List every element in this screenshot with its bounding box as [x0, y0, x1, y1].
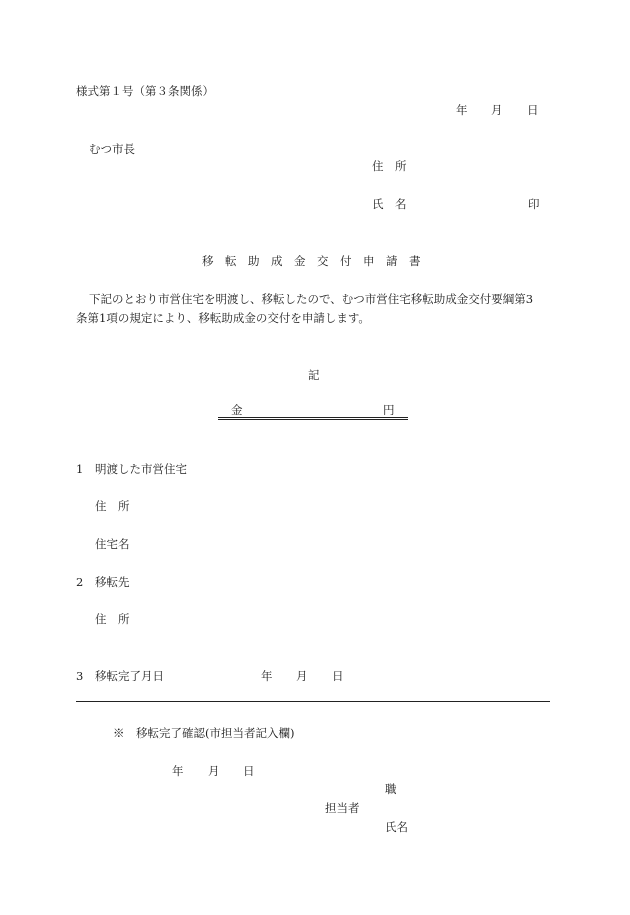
- item1-label: 明渡した市営住宅: [95, 462, 187, 476]
- date-month: 月: [491, 103, 503, 117]
- date-day: 日: [527, 103, 539, 117]
- body-line-1: 下記のとおり市営住宅を明渡し、移転したので、むつ市営住宅移転助成金交付要綱第3: [89, 292, 534, 306]
- item3-number: 3: [76, 669, 84, 683]
- amount-kin: 金: [231, 403, 243, 417]
- body-line-2: 条第1項の規定により、移転助成金の交付を申請します。: [76, 311, 370, 325]
- confirmation-day: 日: [243, 764, 255, 778]
- amount-yen: 円: [383, 403, 395, 417]
- staff-name-label: 氏名: [385, 820, 408, 834]
- item2-label: 移転先: [95, 575, 130, 589]
- applicant-address-label: 住 所: [372, 159, 407, 173]
- confirmation-title: ※ 移転完了確認(市担当者記入欄): [113, 726, 295, 740]
- applicant-name-label: 氏 名: [372, 197, 407, 211]
- item3-day: 日: [332, 669, 344, 683]
- item3-label: 移転完了月日: [95, 669, 164, 683]
- section-divider: [76, 701, 550, 702]
- document-title: 移 転 助 成 金 交 付 申 請 書: [202, 254, 421, 268]
- date-year: 年: [456, 103, 468, 117]
- staff-position-label: 職: [385, 782, 397, 796]
- item3-month: 月: [296, 669, 308, 683]
- ki-heading: 記: [308, 368, 320, 382]
- item3-year: 年: [261, 669, 273, 683]
- item1-number: 1: [76, 462, 84, 476]
- item1-housing-name-label: 住宅名: [95, 537, 130, 551]
- item1-address-label: 住 所: [95, 499, 130, 513]
- item2-number: 2: [76, 575, 84, 589]
- confirmation-month: 月: [208, 764, 220, 778]
- amount-double-underline: [218, 417, 408, 420]
- confirmation-year: 年: [172, 764, 184, 778]
- addressee: むつ市長: [89, 142, 135, 156]
- staff-label: 担当者: [325, 801, 360, 815]
- seal-mark: 印: [528, 197, 540, 211]
- item2-address-label: 住 所: [95, 612, 130, 626]
- form-number: 様式第１号（第３条関係）: [76, 84, 214, 98]
